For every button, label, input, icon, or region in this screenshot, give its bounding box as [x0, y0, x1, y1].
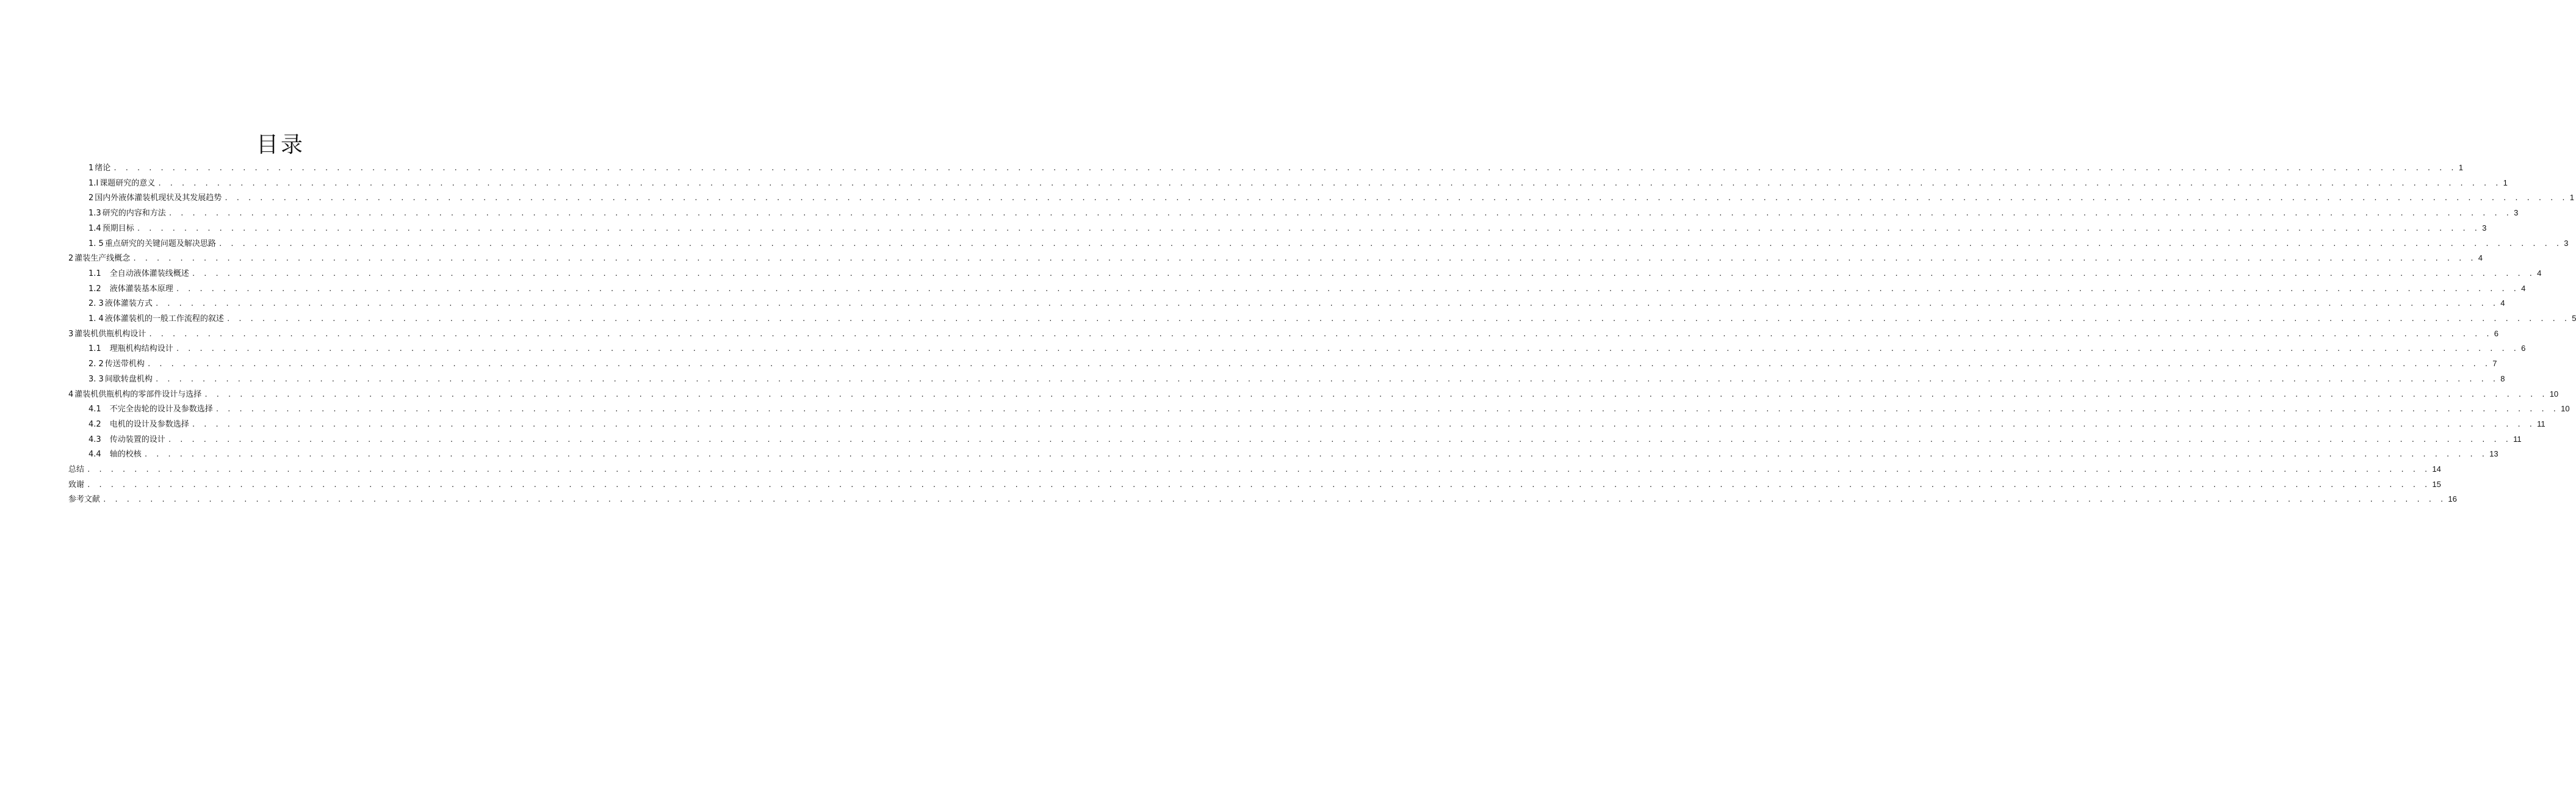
toc-entry-label: 国内外液体灌装机现状及其发展趋势: [95, 193, 222, 203]
toc-entry-number: 2. 2: [88, 359, 104, 369]
toc-entry-number: 1.I: [88, 179, 99, 188]
toc-entry-label: 液体灌装方式: [104, 299, 153, 308]
dot-leader: . . . . . . . . . . . . . . . . . . . . . . . . . . . . . . . . . . . . . . . . . . . . . . . . . . . . . . . . . . . . . . . . . . . . . . . . . . . . . . . . . . . . . . . . . . . . . . . . . . . . . . . . . . . . . . . . . . . . . . . . . . . . . . . . . . . . . . . . . . . . . . . . . . . . . . . . . . . . . . . . . . . . . . . . . . . . . . . . . . . . . . . . . . . . . . . . . . . . . . . .: [175, 345, 2519, 353]
toc-entry-number: 1.1: [88, 269, 101, 278]
toc-entry[interactable]: [88, 418, 2545, 430]
toc-entry-label: 课题研究的意义: [99, 179, 156, 188]
toc-entry-label: 间歇转盘机构: [104, 375, 153, 384]
toc-entry-page-number: 3: [2482, 223, 2487, 233]
toc-title: 目录: [256, 132, 305, 157]
dot-leader: . . . . . . . . . . . . . . . . . . . . . . . . . . . . . . . . . . . . . . . . . . . . . . . . . . . . . . . . . . . . . . . . . . . . . . . . . . . . . . . . . . . . . . . . . . . . . . . . . . . . . . . . . . . . . . . . . . . . . . . . . . . . . . . . . . . . . . . . . . . . . . . . . . . . . . . . . . . . . . . . . . . . . . . . . . . . . . . . . . . . . . . . . . . . . . . . . . . . . . . .: [113, 164, 2456, 172]
toc-entry[interactable]: [88, 297, 2505, 309]
toc-entry-page-number: 6: [2494, 329, 2498, 338]
toc-entry-number: 4.2: [88, 420, 101, 429]
dot-leader: . . . . . . . . . . . . . . . . . . . . . . . . . . . . . . . . . . . . . . . . . . . . . . . . . . . . . . . . . . . . . . . . . . . . . . . . . . . . . . . . . . . . . . . . . . . . . . . . . . . . . . . . . . . . . . . . . . . . . . . . . . . . . . . . . . . . . . . . . . . . . . . . . . . . . . . . . . . . . . . . . . . . . . . . . . . . . . . . . . . . . . . . . . . . . . . . . . . . . . . .: [148, 330, 2492, 338]
toc-entry-page-number: 10: [2549, 389, 2559, 399]
toc-entry[interactable]: [88, 192, 2574, 204]
toc-entry-label: 灌装机供瓶机构的零部件设计与选择: [74, 390, 202, 399]
toc-entry-label: 灌装生产线概念: [74, 254, 131, 263]
toc-entry-number: 3: [68, 330, 74, 339]
toc-entry-label: 电机的设计及参数选择: [109, 420, 189, 429]
toc-entry-page-number: 4: [2537, 269, 2542, 278]
dot-leader: . . . . . . . . . . . . . . . . . . . . . . . . . . . . . . . . . . . . . . . . . . . . . . . . . . . . . . . . . . . . . . . . . . . . . . . . . . . . . . . . . . . . . . . . . . . . . . . . . . . . . . . . . . . . . . . . . . . . . . . . . . . . . . . . . . . . . . . . . . . . . . . . . . . . . . . . . . . . . . . . . . . . . . . . . . . . . . . . . . . . . . . . . . . . . . . . . . . . . . . .: [226, 315, 2570, 323]
toc-entry-page-number: 6: [2521, 344, 2526, 353]
toc-entry-page-number: 4: [2500, 298, 2505, 308]
dot-leader: . . . . . . . . . . . . . . . . . . . . . . . . . . . . . . . . . . . . . . . . . . . . . . . . . . . . . . . . . . . . . . . . . . . . . . . . . . . . . . . . . . . . . . . . . . . . . . . . . . . . . . . . . . . . . . . . . . . . . . . . . . . . . . . . . . . . . . . . . . . . . . . . . . . . . . . . . . . . . . . . . . . . . . . . . . . . . . . . . . . . . . . . . . . . . . . . . . . . . . . .: [132, 254, 2476, 262]
dot-leader: . . . . . . . . . . . . . . . . . . . . . . . . . . . . . . . . . . . . . . . . . . . . . . . . . . . . . . . . . . . . . . . . . . . . . . . . . . . . . . . . . . . . . . . . . . . . . . . . . . . . . . . . . . . . . . . . . . . . . . . . . . . . . . . . . . . . . . . . . . . . . . . . . . . . . . . . . . . . . . . . . . . . . . . . . . . . . . . . . . . . . . . . . . . . . . . . . . . . . . . .: [146, 360, 2491, 368]
dot-leader: . . . . . . . . . . . . . . . . . . . . . . . . . . . . . . . . . . . . . . . . . . . . . . . . . . . . . . . . . . . . . . . . . . . . . . . . . . . . . . . . . . . . . . . . . . . . . . . . . . . . . . . . . . . . . . . . . . . . . . . . . . . . . . . . . . . . . . . . . . . . . . . . . . . . . . . . . . . . . . . . . . . . . . . . . . . . . . . . . . . . . . . . . . . . . . . . . . . . . . . .: [168, 209, 2512, 217]
toc-entry[interactable]: [88, 177, 2508, 189]
toc-entry-number: 4.1: [88, 405, 101, 414]
toc-entry-page-number: 15: [2432, 480, 2441, 489]
toc-entry-number: 3. 3: [88, 375, 104, 384]
toc-entry-page-number: 4: [2478, 253, 2483, 262]
dot-leader: . . . . . . . . . . . . . . . . . . . . . . . . . . . . . . . . . . . . . . . . . . . . . . . . . . . . . . . . . . . . . . . . . . . . . . . . . . . . . . . . . . . . . . . . . . . . . . . . . . . . . . . . . . . . . . . . . . . . . . . . . . . . . . . . . . . . . . . . . . . . . . . . . . . . . . . . . . . . . . . . . . . . . . . . . . . . . . . . . . . . . . . . . . . . . . . . . . . . . . . .: [215, 405, 2559, 413]
toc-entry[interactable]: [68, 463, 2441, 475]
toc-entry[interactable]: [88, 358, 2497, 370]
toc-entry-number: 2: [88, 193, 94, 203]
dot-leader: . . . . . . . . . . . . . . . . . . . . . . . . . . . . . . . . . . . . . . . . . . . . . . . . . . . . . . . . . . . . . . . . . . . . . . . . . . . . . . . . . . . . . . . . . . . . . . . . . . . . . . . . . . . . . . . . . . . . . . . . . . . . . . . . . . . . . . . . . . . . . . . . . . . . . . . . . . . . . . . . . . . . . . . . . . . . . . . . . . . . . . . . . . . . . . . . . . . . . . . .: [154, 375, 2498, 383]
toc-entry[interactable]: [88, 267, 2542, 280]
dot-leader: . . . . . . . . . . . . . . . . . . . . . . . . . . . . . . . . . . . . . . . . . . . . . . . . . . . . . . . . . . . . . . . . . . . . . . . . . . . . . . . . . . . . . . . . . . . . . . . . . . . . . . . . . . . . . . . . . . . . . . . . . . . . . . . . . . . . . . . . . . . . . . . . . . . . . . . . . . . . . . . . . . . . . . . . . . . . . . . . . . . . . . . . . . . . . . . . . . . . . . . .: [143, 450, 2488, 458]
toc-entry-label: 液体灌装基本原理: [109, 284, 173, 294]
toc-entry[interactable]: [88, 283, 2526, 295]
toc-entry-number: 1.2: [88, 284, 101, 294]
toc-entry-page-number: 13: [2489, 449, 2498, 458]
toc-entry-page-number: 5: [2572, 314, 2576, 323]
toc-entry[interactable]: [88, 403, 2570, 415]
toc-entry-page-number: 4: [2521, 284, 2526, 293]
toc-entry[interactable]: [88, 342, 2526, 355]
toc-entry[interactable]: [68, 478, 2441, 491]
toc-entry-page-number: 1: [2503, 178, 2508, 187]
dot-leader: . . . . . . . . . . . . . . . . . . . . . . . . . . . . . . . . . . . . . . . . . . . . . . . . . . . . . . . . . . . . . . . . . . . . . . . . . . . . . . . . . . . . . . . . . . . . . . . . . . . . . . . . . . . . . . . . . . . . . . . . . . . . . . . . . . . . . . . . . . . . . . . . . . . . . . . . . . . . . . . . . . . . . . . . . . . . . . . . . . . . . . . . . . . . . . . . . . . . . . . .: [191, 270, 2535, 278]
dot-leader: . . . . . . . . . . . . . . . . . . . . . . . . . . . . . . . . . . . . . . . . . . . . . . . . . . . . . . . . . . . . . . . . . . . . . . . . . . . . . . . . . . . . . . . . . . . . . . . . . . . . . . . . . . . . . . . . . . . . . . . . . . . . . . . . . . . . . . . . . . . . . . . . . . . . . . . . . . . . . . . . . . . . . . . . . . . . . . . . . . . . . . . . . . . . . . . . . . . . . . . .: [191, 420, 2535, 428]
dot-leader: . . . . . . . . . . . . . . . . . . . . . . . . . . . . . . . . . . . . . . . . . . . . . . . . . . . . . . . . . . . . . . . . . . . . . . . . . . . . . . . . . . . . . . . . . . . . . . . . . . . . . . . . . . . . . . . . . . . . . . . . . . . . . . . . . . . . . . . . . . . . . . . . . . . . . . . . . . . . . . . . . . . . . . . . . . . . . . . . . . . . . . . . . . . . . . . . . . . . . . . .: [218, 240, 2562, 248]
toc-entry-number: 1.4: [88, 224, 101, 233]
toc-entry-number: 4.3: [88, 435, 101, 444]
dot-leader: . . . . . . . . . . . . . . . . . . . . . . . . . . . . . . . . . . . . . . . . . . . . . . . . . . . . . . . . . . . . . . . . . . . . . . . . . . . . . . . . . . . . . . . . . . . . . . . . . . . . . . . . . . . . . . . . . . . . . . . . . . . . . . . . . . . . . . . . . . . . . . . . . . . . . . . . . . . . . . . . . . . . . . . . . . . . . . . . . . . . . . . . . . . . . . . . . . . . . . . .: [175, 285, 2519, 293]
toc-entry[interactable]: [68, 252, 2483, 264]
toc-entry-label: 轴的校核: [109, 450, 142, 459]
toc-entry-label: 全自动液体灌装线概述: [109, 269, 189, 278]
toc-entry[interactable]: [88, 207, 2519, 219]
toc-entry[interactable]: [68, 388, 2559, 400]
toc-entry-label: 重点研究的关键问题及解决思路: [104, 239, 216, 248]
dot-leader: . . . . . . . . . . . . . . . . . . . . . . . . . . . . . . . . . . . . . . . . . . . . . . . . . . . . . . . . . . . . . . . . . . . . . . . . . . . . . . . . . . . . . . . . . . . . . . . . . . . . . . . . . . . . . . . . . . . . . . . . . . . . . . . . . . . . . . . . . . . . . . . . . . . . . . . . . . . . . . . . . . . . . . . . . . . . . . . . . . . . . . . . . . . . . . . . . . . . . . . .: [157, 179, 2501, 187]
toc-entry-page-number: 7: [2492, 359, 2497, 368]
dot-leader: . . . . . . . . . . . . . . . . . . . . . . . . . . . . . . . . . . . . . . . . . . . . . . . . . . . . . . . . . . . . . . . . . . . . . . . . . . . . . . . . . . . . . . . . . . . . . . . . . . . . . . . . . . . . . . . . . . . . . . . . . . . . . . . . . . . . . . . . . . . . . . . . . . . . . . . . . . . . . . . . . . . . . . . . . . . . . . . . . . . . . . . . . . . . . . . . . . . . . . . .: [87, 466, 2430, 474]
dot-leader: . . . . . . . . . . . . . . . . . . . . . . . . . . . . . . . . . . . . . . . . . . . . . . . . . . . . . . . . . . . . . . . . . . . . . . . . . . . . . . . . . . . . . . . . . . . . . . . . . . . . . . . . . . . . . . . . . . . . . . . . . . . . . . . . . . . . . . . . . . . . . . . . . . . . . . . . . . . . . . . . . . . . . . . . . . . . . . . . . . . . . . . . . . . . . . . . . . . . . . . .: [167, 436, 2511, 444]
toc-entry-page-number: 10: [2561, 404, 2570, 413]
toc-entry-label: 绪论: [95, 164, 111, 173]
toc-entry-number: 1. 4: [88, 314, 104, 323]
dot-leader: . . . . . . . . . . . . . . . . . . . . . . . . . . . . . . . . . . . . . . . . . . . . . . . . . . . . . . . . . . . . . . . . . . . . . . . . . . . . . . . . . . . . . . . . . . . . . . . . . . . . . . . . . . . . . . . . . . . . . . . . . . . . . . . . . . . . . . . . . . . . . . . . . . . . . . . . . . . . . . . . . . . . . . . . . . . . . . . . . . . . . . . . . . . . . . . . . . . . . . . .: [224, 194, 2567, 202]
toc-entry-label: 理瓶机构结构设计: [109, 344, 173, 353]
toc-entry[interactable]: [68, 493, 2457, 505]
toc-entry[interactable]: [88, 237, 2569, 250]
dot-leader: . . . . . . . . . . . . . . . . . . . . . . . . . . . . . . . . . . . . . . . . . . . . . . . . . . . . . . . . . . . . . . . . . . . . . . . . . . . . . . . . . . . . . . . . . . . . . . . . . . . . . . . . . . . . . . . . . . . . . . . . . . . . . . . . . . . . . . . . . . . . . . . . . . . . . . . . . . . . . . . . . . . . . . . . . . . . . . . . . . . . . . . . . . . . . . . . . . . . . . . .: [136, 225, 2480, 233]
toc-entry[interactable]: [88, 312, 2576, 325]
toc-entry-number: 2: [68, 254, 74, 263]
toc-entry-page-number: 16: [2448, 494, 2457, 503]
toc-entry[interactable]: [68, 328, 2498, 340]
dot-leader: . . . . . . . . . . . . . . . . . . . . . . . . . . . . . . . . . . . . . . . . . . . . . . . . . . . . . . . . . . . . . . . . . . . . . . . . . . . . . . . . . . . . . . . . . . . . . . . . . . . . . . . . . . . . . . . . . . . . . . . . . . . . . . . . . . . . . . . . . . . . . . . . . . . . . . . . . . . . . . . . . . . . . . . . . . . . . . . . . . . . . . . . . . . . . . . . . . . . . . . .: [87, 481, 2430, 489]
dot-leader: . . . . . . . . . . . . . . . . . . . . . . . . . . . . . . . . . . . . . . . . . . . . . . . . . . . . . . . . . . . . . . . . . . . . . . . . . . . . . . . . . . . . . . . . . . . . . . . . . . . . . . . . . . . . . . . . . . . . . . . . . . . . . . . . . . . . . . . . . . . . . . . . . . . . . . . . . . . . . . . . . . . . . . . . . . . . . . . . . . . . . . . . . . . . . . . . . . . . . . . .: [204, 391, 2547, 399]
toc-entry[interactable]: [88, 448, 2498, 460]
toc-entry-number: 2. 3: [88, 299, 104, 308]
dot-leader: . . . . . . . . . . . . . . . . . . . . . . . . . . . . . . . . . . . . . . . . . . . . . . . . . . . . . . . . . . . . . . . . . . . . . . . . . . . . . . . . . . . . . . . . . . . . . . . . . . . . . . . . . . . . . . . . . . . . . . . . . . . . . . . . . . . . . . . . . . . . . . . . . . . . . . . . . . . . . . . . . . . . . . . . . . . . . . . . . . . . . . . . . . . . . . . . . . . . . . . .: [154, 300, 2498, 308]
toc-entry-number: 1: [88, 164, 94, 173]
toc-entry-label: 传动装置的设计: [109, 435, 165, 444]
toc-entry-label: 总结: [68, 465, 85, 474]
toc-entry-page-number: 8: [2500, 374, 2505, 383]
toc-entry-label: 灌装机供瓶机构设计: [74, 330, 146, 339]
toc-entry-number: 1.1: [88, 344, 101, 353]
toc-entry-label: 预期目标: [102, 224, 134, 233]
toc-entry-label: 致谢: [68, 480, 85, 489]
toc-entry-label: 研究的内容和方法: [102, 209, 166, 218]
toc-entry-label: 液体灌装机的一般工作流程的叙述: [104, 314, 224, 323]
toc-entry[interactable]: [88, 162, 2463, 174]
toc-entry-label: 参考文献: [68, 495, 101, 504]
toc-entry[interactable]: [88, 373, 2505, 385]
toc-entry-page-number: 1: [2569, 193, 2574, 202]
toc-entry-number: 4: [68, 390, 74, 399]
toc-entry-page-number: 11: [2537, 419, 2545, 428]
toc-entry-label: 不完全齿轮的设计及参数选择: [109, 405, 213, 414]
toc-entry-label: 传送带机构: [104, 359, 145, 369]
toc-entry-page-number: 1: [2458, 163, 2463, 172]
dot-leader: . . . . . . . . . . . . . . . . . . . . . . . . . . . . . . . . . . . . . . . . . . . . . . . . . . . . . . . . . . . . . . . . . . . . . . . . . . . . . . . . . . . . . . . . . . . . . . . . . . . . . . . . . . . . . . . . . . . . . . . . . . . . . . . . . . . . . . . . . . . . . . . . . . . . . . . . . . . . . . . . . . . . . . . . . . . . . . . . . . . . . . . . . . . . . . . . . . . . . . . .: [103, 496, 2446, 503]
toc-entry[interactable]: [88, 433, 2522, 446]
toc-entry-page-number: 11: [2513, 435, 2522, 444]
toc-entry-page-number: 3: [2564, 239, 2569, 248]
toc-entry-page-number: 3: [2514, 208, 2519, 217]
toc-entry-number: 4.4: [88, 450, 101, 459]
toc-entry-page-number: 14: [2432, 464, 2441, 474]
toc-entry[interactable]: [88, 222, 2487, 234]
toc-entry-number: 1.3: [88, 209, 101, 218]
toc-entry-number: 1. 5: [88, 239, 104, 248]
